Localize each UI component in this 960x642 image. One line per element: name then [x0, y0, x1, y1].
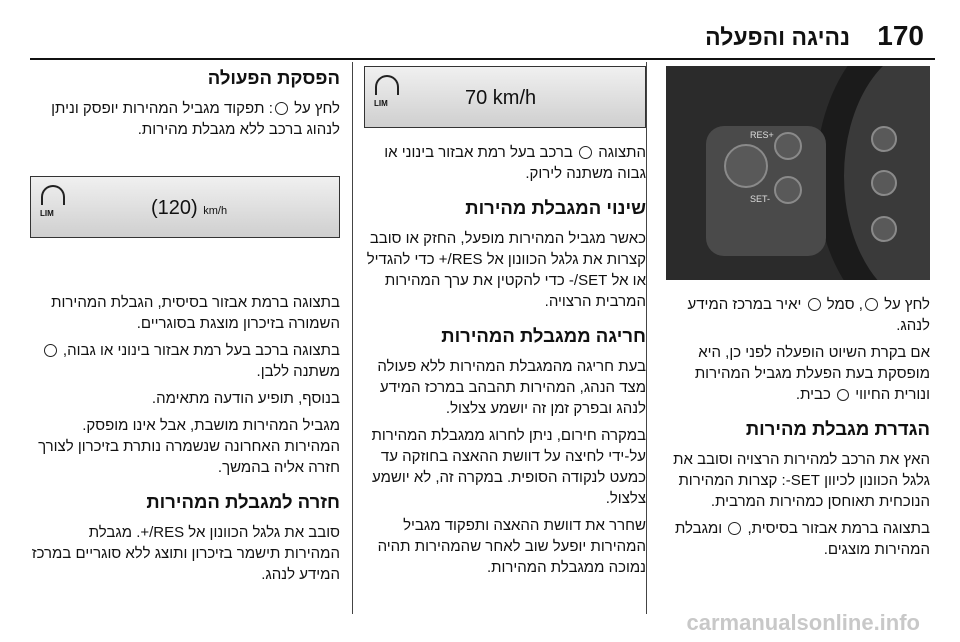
text: לחץ על: [294, 100, 340, 117]
section-heading: הגדרת מגבלת מהירות: [745, 418, 930, 439]
paragraph: [658, 518, 930, 560]
speed-limiter-icon: [728, 522, 741, 535]
paragraph: [364, 142, 646, 184]
paragraph: מגביל המהירות מושבת, אבל אינו מופסק. המהירות האחרונה שנשמרה נותרת בזיכרון לצורך חזרה אליה בהמשך.: [38, 417, 340, 476]
speed-limiter-icon: [375, 75, 399, 95]
res-label: RES+: [750, 130, 774, 140]
cruise-indicator-icon: [837, 389, 849, 401]
speed-value: [151, 197, 227, 220]
set-label: SET-: [750, 194, 771, 204]
hangup-button-icon: [871, 216, 897, 242]
text: ומגבלת המהירות מוצגים.: [674, 520, 930, 558]
paragraph: [30, 340, 340, 382]
paragraph: במקרה חירום, ניתן לחרוג ממגבלת המהירות על-ידי לחיצה על דוושת ההאצה בחוזקה עד כמעט לנקודה הסופית. במקרה זה, לא יושמע צלצול.: [371, 427, 646, 507]
column-divider: [646, 62, 647, 614]
speed-limiter-icon: [579, 146, 592, 159]
left-column: [30, 66, 340, 585]
spacer: [30, 140, 340, 176]
lim-label: LIM: [374, 99, 388, 108]
paragraph: בנוסף, תופיע הודעה מתאימה.: [151, 390, 340, 407]
section-heading: חזרה למגבלת המהירות: [146, 491, 340, 512]
section-heading: הפסקת הפעולה: [207, 67, 340, 88]
chapter-title: נהיגה והפעלה: [705, 24, 850, 50]
text: כבית.: [795, 386, 831, 403]
speed-limiter-icon: [41, 185, 65, 205]
text: ברכב בעל רמת אבזור בינוני או גבוה משתנה לירוק.: [384, 144, 646, 182]
paragraph: שחרר את דוושת ההאצה ותפקוד מגביל המהירות יופעל שוב לאחר שהמהירות תהיה נמוכה ממגבלת המהירות.: [377, 517, 646, 576]
watermark: carmanualsonline.info: [686, 610, 920, 635]
section-heading: שינוי המגבלת מהירות: [465, 197, 646, 218]
speed-limiter-icon: [808, 298, 821, 311]
lim-label: LIM: [40, 209, 54, 218]
paragraph: האץ את הרכב למהירות הרצויה וסובב את גלגל הכוונון לכיוון SET-: קצרות המהירות הנוכחית תאוחסן כמהירות המרבית.: [673, 451, 930, 510]
right-column: [658, 66, 930, 560]
text: משתנה ללבן.: [256, 363, 340, 380]
paragraph: [658, 342, 930, 405]
middle-column: [364, 66, 646, 578]
control-pad: [706, 126, 826, 256]
speed-display: [364, 66, 646, 128]
speed-value: 70 km/h: [465, 87, 537, 109]
section-heading: חריגה ממגבלת המהירות: [441, 325, 646, 346]
paragraph: בתצוגה ברמת אבזור בסיסית, הגבלת המהירות השמורה בזיכרון מוצגת בסוגריים.: [51, 294, 340, 332]
paragraph: כאשר מגביל המהירות מופעל, החזק או סובב קצרות את גלגל הכוונון אל RES/+ כדי להגדיל או אל SET/- כדי להקטין את ערך המהירות המרבית הרצויה.: [366, 230, 646, 310]
paragraph: [658, 294, 930, 336]
speed-limiter-icon: [44, 344, 57, 357]
phone-button-icon: [871, 170, 897, 196]
text: , סמל: [826, 296, 863, 313]
steering-wheel-photo: [666, 66, 930, 280]
text: : תפקוד מגביל המהירות יופסק וניתן לנהוג ברכב ללא מגבלת מהירות.: [51, 100, 340, 138]
text: לחץ על: [884, 296, 930, 313]
spacer: [30, 252, 340, 292]
page-number: 170: [877, 20, 924, 51]
speed-number: (120): [151, 197, 198, 219]
text: התצוגה: [598, 144, 646, 161]
paragraph: סובב את גלגל הכוונון אל RES/+. מגבלת המהירות תישמר בזיכרון ותוצג ללא סוגריים במרכז המידע לנהג.: [31, 524, 340, 583]
header-rule: [30, 58, 935, 60]
steering-wheel-rim: [816, 66, 930, 280]
text: אם בקרת השיוט הופעלה לפני כן, היא מופסקת בעת הפעלת מגביל המהירות ונורית החיווי: [694, 344, 930, 403]
speed-display: [30, 176, 340, 238]
paragraph: [30, 98, 340, 140]
paragraph: בעת חריגה מהמגבלת המהירות ללא פעולה מצד הנהג, המהירות תהבהב במרכז המידע לנהג ובפרק זמן זה יושמע צלצול.: [377, 358, 646, 417]
speed-unit: km/h: [203, 205, 228, 217]
page-header: [0, 0, 960, 54]
cruise-button-icon: [774, 176, 802, 204]
speed-limiter-icon: [865, 298, 878, 311]
voice-button-icon: [871, 126, 897, 152]
limiter-button-icon: [774, 132, 802, 160]
limiter-off-icon: [275, 102, 288, 115]
text: יאיר במרכז המידע לנהג.: [687, 296, 930, 334]
text: בתצוגה ברמת אבזור בסיסית,: [747, 520, 930, 537]
column-divider: [352, 62, 353, 614]
adjust-wheel-icon: [724, 144, 768, 188]
text: בתצוגה ברכב בעל רמת אבזור בינוני או גבוה,: [62, 342, 340, 359]
